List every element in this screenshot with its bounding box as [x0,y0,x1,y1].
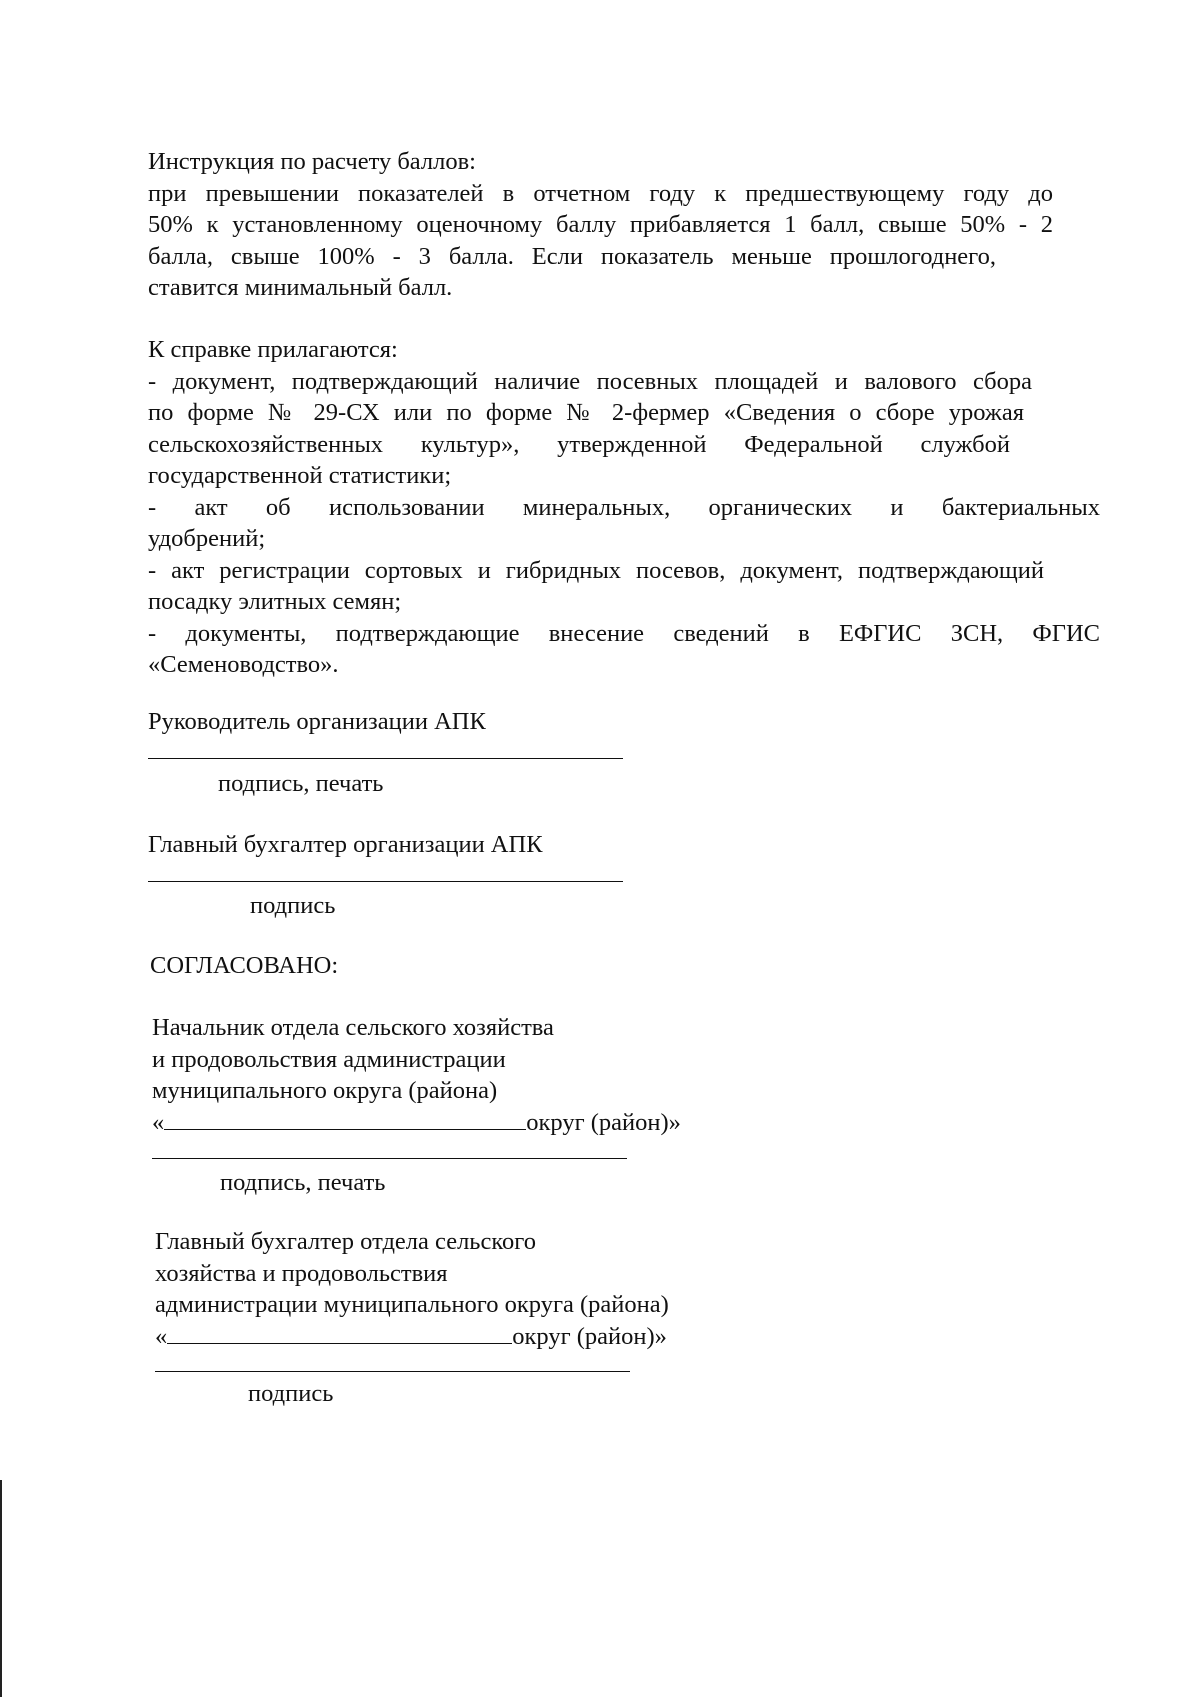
dept-accountant-section [155,1226,1107,1352]
dept-accountant-district-line [155,1321,1107,1353]
dept-head-section [152,1012,1104,1138]
dept-head-line: и продовольствия администрации [152,1045,506,1073]
attachment-line: удобрений; [148,525,266,552]
dept-accountant-line: администрации муниципального округа (района) [155,1291,669,1318]
head-signature-caption: подпись, печать [218,770,384,797]
instruction-line: при превышении показателей в отчетном году к предшествующему году до [148,179,1053,207]
dept-head-signature-line [152,1158,627,1159]
attachment-line: «Семеноводство». [148,651,339,678]
attachment-line: государственной статистики; [148,462,452,489]
attachment-line: посадку элитных семян; [148,588,402,615]
instruction-line: ставится минимальный балл. [148,274,453,301]
head-signature-line [148,758,623,759]
instruction-heading: Инструкция по расчету баллов: [148,148,476,175]
dept-head-line: Начальник отдела сельского хозяйства [152,1014,554,1041]
dept-accountant-line: Главный бухгалтер отдела сельского [155,1228,536,1255]
attachments-section [148,334,1100,681]
quote-close: округ (район)» [512,1322,667,1350]
dept-head-line: муниципального округа (района) [152,1077,498,1104]
accountant-signature-caption: подпись [250,892,336,919]
dept-head-district-line [152,1107,1104,1139]
attachment-line: - акт об использовании минеральных, органических и бактериальных [148,493,1100,521]
attachments-heading: К справке прилагаются: [148,336,398,363]
district-fill-blank [164,1107,526,1130]
quote-open: « [152,1108,165,1136]
attachment-line: по форме № 29-СХ или по форме № 2-фермер «Сведения о сборе урожая [148,399,1024,426]
attachment-line: - акт регистрации сортовых и гибридных посевов, документ, подтверждающий [148,556,1044,584]
accountant-title: Главный бухгалтер организации АПК [148,831,543,858]
instruction-line: 50% к установленному оценочному баллу прибавляется 1 балл, свыше 50% - 2 [148,211,1053,238]
dept-head-signature-caption: подпись, печать [220,1169,386,1196]
quote-open: « [155,1322,168,1350]
quote-close: округ (район)» [526,1108,681,1136]
dept-accountant-signature-caption: подпись [248,1380,334,1407]
instruction-section [148,146,1100,304]
attachment-line: сельскохозяйственных культур», утвержденной Федеральной службой [148,430,1010,458]
scan-margin-mark [0,1480,2,1697]
attachment-line: - документ, подтверждающий наличие посевных площадей и валового сбора [148,367,1032,395]
accountant-signature-line [148,881,623,882]
dept-accountant-signature-line [155,1371,630,1372]
district-fill-blank [167,1321,512,1344]
head-title: Руководитель организации АПК [148,708,486,735]
attachment-line: - документы, подтверждающие внесение сведений в ЕФГИС ЗСН, ФГИС [148,619,1100,647]
agreed-heading: СОГЛАСОВАНО: [150,952,339,979]
instruction-line: балла, свыше 100% - 3 балла. Если показатель меньше прошлогоднего, [148,242,996,270]
dept-accountant-line: хозяйства и продовольствия [155,1259,448,1287]
